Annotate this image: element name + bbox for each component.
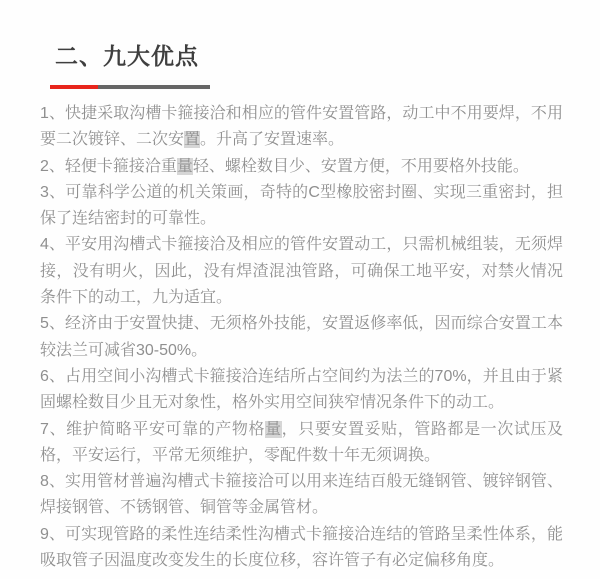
highlighted-char: 量 xyxy=(176,157,193,175)
title-underline xyxy=(50,85,210,89)
advantage-item: 8、实用管材普遍沟槽式卡箍接洽可以用来连结百般无缝钢管、镀锌钢管、焊接钢管、不锈钢管、铜管等金属管材。 xyxy=(40,473,563,517)
advantage-item: 2、轻便卡箍接洽重量轻、螺栓数目少、安置方便，不用要格外技能。 xyxy=(40,157,529,175)
highlighted-char: 置 xyxy=(184,131,201,149)
advantage-item: 1、快捷采取沟槽卡箍接洽和相应的管件安置管路，动工中不用要焊，不用要二次镀锌、二次安置。升高了安置速率。 xyxy=(40,105,563,149)
title-underline-gray-segment xyxy=(98,85,210,89)
title-underline-red-segment xyxy=(50,85,98,89)
section-header xyxy=(40,42,563,89)
advantage-item: 4、平安用沟槽式卡箍接洽及相应的管件安置动工，只需机械组装，无须焊接，没有明火，因此，没有焊渣混浊管路，可确保工地平安，对禁火情况条件下的动工，九为适宜。 xyxy=(40,236,563,307)
highlighted-char: 量 xyxy=(265,420,282,438)
advantage-item: 7、维护简略平安可靠的产物格量，只要安置妥贴，管路都是一次试压及格，平安运行，平常无须维护，零配件数十年无须调换。 xyxy=(40,420,563,464)
advantage-item: 3、可靠科学公道的机关策画，奇特的C型橡胶密封圈、实现三重密封，担保了连结密封的可靠性。 xyxy=(40,183,563,228)
advantage-item: 5、经济由于安置快捷、无须格外技能，安置返修率低，因而综合安置工本较法兰可减省30-50%。 xyxy=(40,315,563,359)
advantages-list xyxy=(40,101,563,574)
advantage-item: 9、可实现管路的柔性连结柔性沟槽式卡箍接洽连结的管路呈柔性体系，能吸取管子因温度改变发生的长度位移，容许管子有必定偏移角度。 xyxy=(40,525,563,570)
advantage-item: 6、占用空间小沟槽式卡箍接洽连结所占空间约为法兰的70%，并且由于紧固螺栓数目少且无对象性，格外实用空间狭窄情况条件下的动工。 xyxy=(40,367,563,412)
section-title: 二、九大优点 xyxy=(55,43,199,69)
